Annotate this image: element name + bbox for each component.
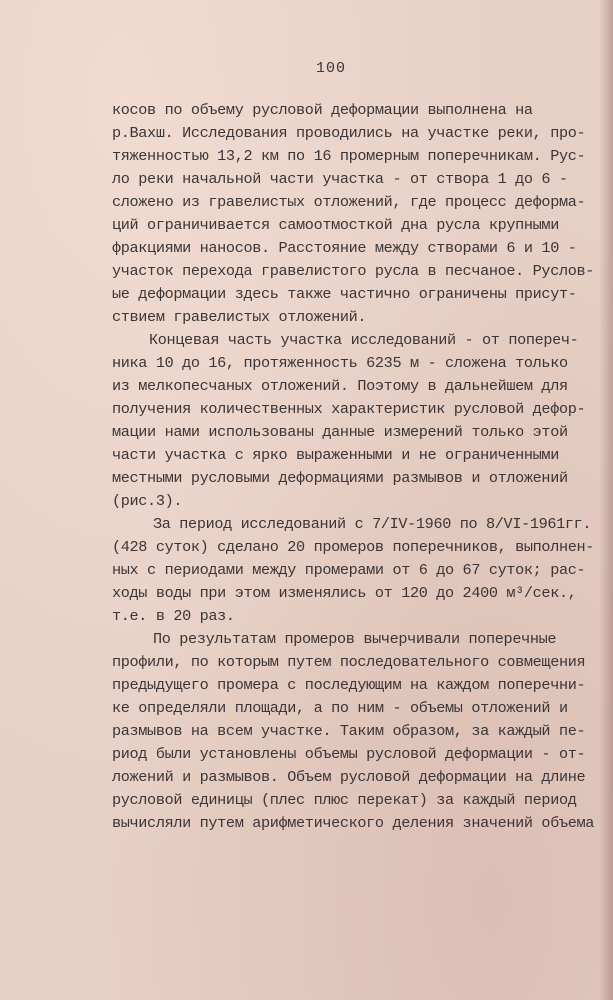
text-line: риод были установлены объемы русловой деформации - от-: [112, 745, 586, 763]
text-line: вычисляли путем арифметического деления значений объема: [112, 814, 595, 832]
text-line: (рис.3).: [112, 492, 183, 510]
text-line: ствием гравелистых отложений.: [112, 308, 367, 326]
text-line: части участка с ярко выраженными и не ограниченными: [112, 446, 559, 464]
text-line: По результатам промеров вычерчивали поперечные: [153, 630, 557, 648]
text-line: ций ограничивается самоотмосткой дна русла крупными: [112, 216, 559, 234]
text-line: За период исследований с 7/IV-1960 по 8/VI-1961гг.: [153, 515, 592, 533]
text-line: местными русловыми деформациями размывов и отложений: [112, 469, 568, 487]
text-line: косов по объему русловой деформации выполнена на: [112, 101, 533, 119]
text-line: ке определяли площади, а по ним - объемы отложений и: [112, 699, 568, 717]
text-line: получения количественных характеристик русловой дефор-: [112, 400, 586, 418]
text-line: сложено из гравелистых отложений, где процесс деформа-: [112, 193, 586, 211]
text-line: участок перехода гравелистого русла в песчаное. Руслов-: [112, 262, 595, 280]
text-line: (428 суток) сделано 20 промеров поперечников, выполнен-: [112, 538, 595, 556]
page-edge-shadow: [599, 0, 613, 1000]
text-line: профили, по которым путем последовательного совмещения: [112, 653, 586, 671]
text-line: т.е. в 20 раз.: [112, 607, 235, 625]
text-line: ложений и размывов. Объем русловой деформации на длине: [112, 768, 586, 786]
text-line: тяженностью 13,2 км по 16 промерным поперечникам. Рус-: [112, 147, 586, 165]
text-line: из мелкопесчаных отложений. Поэтому в дальнейшем для: [112, 377, 568, 395]
text-line: размывов на всем участке. Таким образом, за каждый пе-: [112, 722, 586, 740]
text-line: ходы воды при этом изменялись от 120 до 2400 м³/сек.,: [112, 584, 577, 602]
text-line: русловой единицы (плес плюс перекат) за каждый период: [112, 791, 577, 809]
text-line: ника 10 до 16, протяженность 6235 м - сложена только: [112, 354, 568, 372]
text-line: Концевая часть участка исследований - от попереч-: [149, 331, 579, 349]
text-line: ые деформации здесь также частично ограничены присут-: [112, 285, 577, 303]
text-line: ло реки начальной части участка - от створа 1 до 6 -: [112, 170, 568, 188]
text-line: мации нами использованы данные измерений только этой: [112, 423, 568, 441]
text-line: предыдущего промера с последующим на каждом поперечни-: [112, 676, 586, 694]
page-number: 100: [316, 60, 347, 77]
text-line: ных с периодами между промерами от 6 до 67 суток; рас-: [112, 561, 586, 579]
text-line: р.Вахш. Исследования проводились на участке реки, про-: [112, 124, 586, 142]
text-line: фракциями наносов. Расстояние между створами 6 и 10 -: [112, 239, 577, 257]
